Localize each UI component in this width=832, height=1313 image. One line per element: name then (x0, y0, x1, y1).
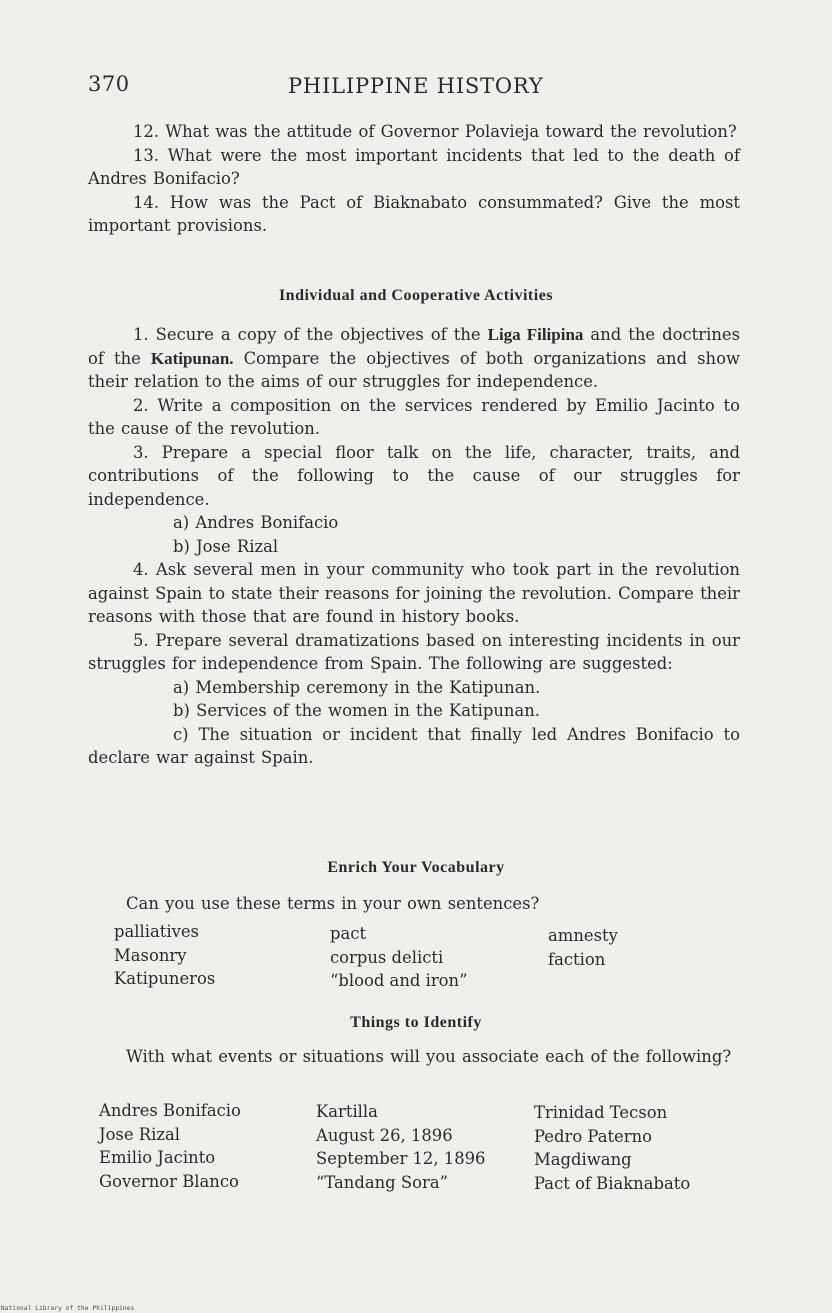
identify-term: “Tandang Sora” (316, 1172, 448, 1192)
identify-term: Jose Rizal (99, 1124, 180, 1144)
vocab-term: Katipuneros (114, 969, 216, 988)
vocab-term: amnesty (548, 926, 618, 945)
library-stamp: National Library of the Philippines (1, 1305, 135, 1312)
activity-5-item-b: b) Services of the women in the Katipunan. (173, 701, 541, 720)
activity-5: 5. Prepare several dramatizations based on interesting incidents in our struggles for independence from Spain. The following are suggested: (88, 630, 740, 673)
vocab-term: “blood and iron” (330, 971, 468, 990)
identify-term: Trinidad Tecson (534, 1103, 668, 1122)
vocabulary-prompt: Can you use these terms in your own sentences? (126, 894, 540, 913)
vocab-term: faction (548, 949, 606, 969)
page-number: 370 (88, 72, 130, 96)
identify-term: Pact of Biaknabato (534, 1173, 691, 1193)
running-title: PHILIPPINE HISTORY (288, 74, 544, 98)
vocab-term: palliatives (114, 922, 199, 941)
activities-list (88, 323, 740, 770)
identify-term: September 12, 1896 (316, 1149, 486, 1168)
activity-1-text-a: 1. Secure a copy of the objectives of the (133, 325, 488, 344)
activity-3: 3. Prepare a special floor talk on the life, character, traits, and contributions of the following to the cause of our struggles for independence. (88, 442, 740, 509)
activities-heading: Individual and Cooperative Activities (278, 287, 554, 304)
identify-prompt (88, 1045, 740, 1069)
vocab-term: Masonry (114, 945, 187, 965)
vocabulary-column-3 (548, 924, 618, 971)
katipunan: Katipunan. (150, 348, 234, 368)
identify-term: Kartilla (316, 1102, 378, 1121)
activity-3-item-b: b) Jose Rizal (173, 536, 279, 556)
activity-2: 2. Write a composition on the services rendered by Emilio Jacinto to the cause of the revolution. (88, 395, 740, 438)
activity-4: 4. Ask several men in your community who took part in the revolution against Spain to state their reasons for joining the revolution. Compare their reasons with those that are found in history books. (88, 560, 740, 626)
activity-1-text-c: Compare the objectives of both organizations and show their relation to the aims of our struggles for independence. (88, 348, 740, 391)
page-header (88, 72, 748, 106)
question-13: 13. What were the most important incidents that led to the death of Andres Bonifacio? (88, 145, 740, 188)
identify-term: Governor Blanco (99, 1171, 239, 1191)
identify-term: Andres Bonifacio (99, 1101, 241, 1120)
vocabulary-column-1 (114, 920, 215, 991)
activity-1 (88, 323, 740, 394)
liga-filipina: Liga Filipina (487, 325, 584, 344)
identify-heading: Things to Identify (350, 1014, 482, 1031)
vocabulary-heading: Enrich Your Vocabulary (327, 859, 505, 876)
vocabulary-column-2 (330, 922, 467, 993)
identify-term: Emilio Jacinto (99, 1148, 216, 1167)
question-14: 14. How was the Pact of Biaknabato consummated? Give the most important provisions. (88, 192, 740, 235)
identify-column-3 (534, 1101, 690, 1195)
activity-5-item-a: a) Membership ceremony in the Katipunan. (173, 677, 541, 697)
question-12: 12. What was the attitude of Governor Polavieja toward the revolution? (133, 122, 737, 141)
identify-term: August 26, 1896 (316, 1125, 453, 1145)
activity-1-text-b: and the doctrines of the (88, 325, 740, 368)
identify-column-1 (99, 1099, 241, 1193)
vocab-term: pact (330, 924, 367, 943)
activity-3-item-a: a) Andres Bonifacio (173, 513, 339, 532)
identify-term: Pedro Paterno (534, 1126, 653, 1146)
activity-5-item-c: c) The situation or incident that finally led Andres Bonifacio to declare war against Spain. (88, 724, 740, 767)
identify-column-2 (316, 1100, 485, 1194)
vocab-term: corpus delicti (330, 947, 444, 967)
identify-term: Magdiwang (534, 1150, 632, 1169)
review-questions (88, 120, 740, 238)
identify-prompt-text: With what events or situations will you associate each of the following? (126, 1047, 732, 1066)
